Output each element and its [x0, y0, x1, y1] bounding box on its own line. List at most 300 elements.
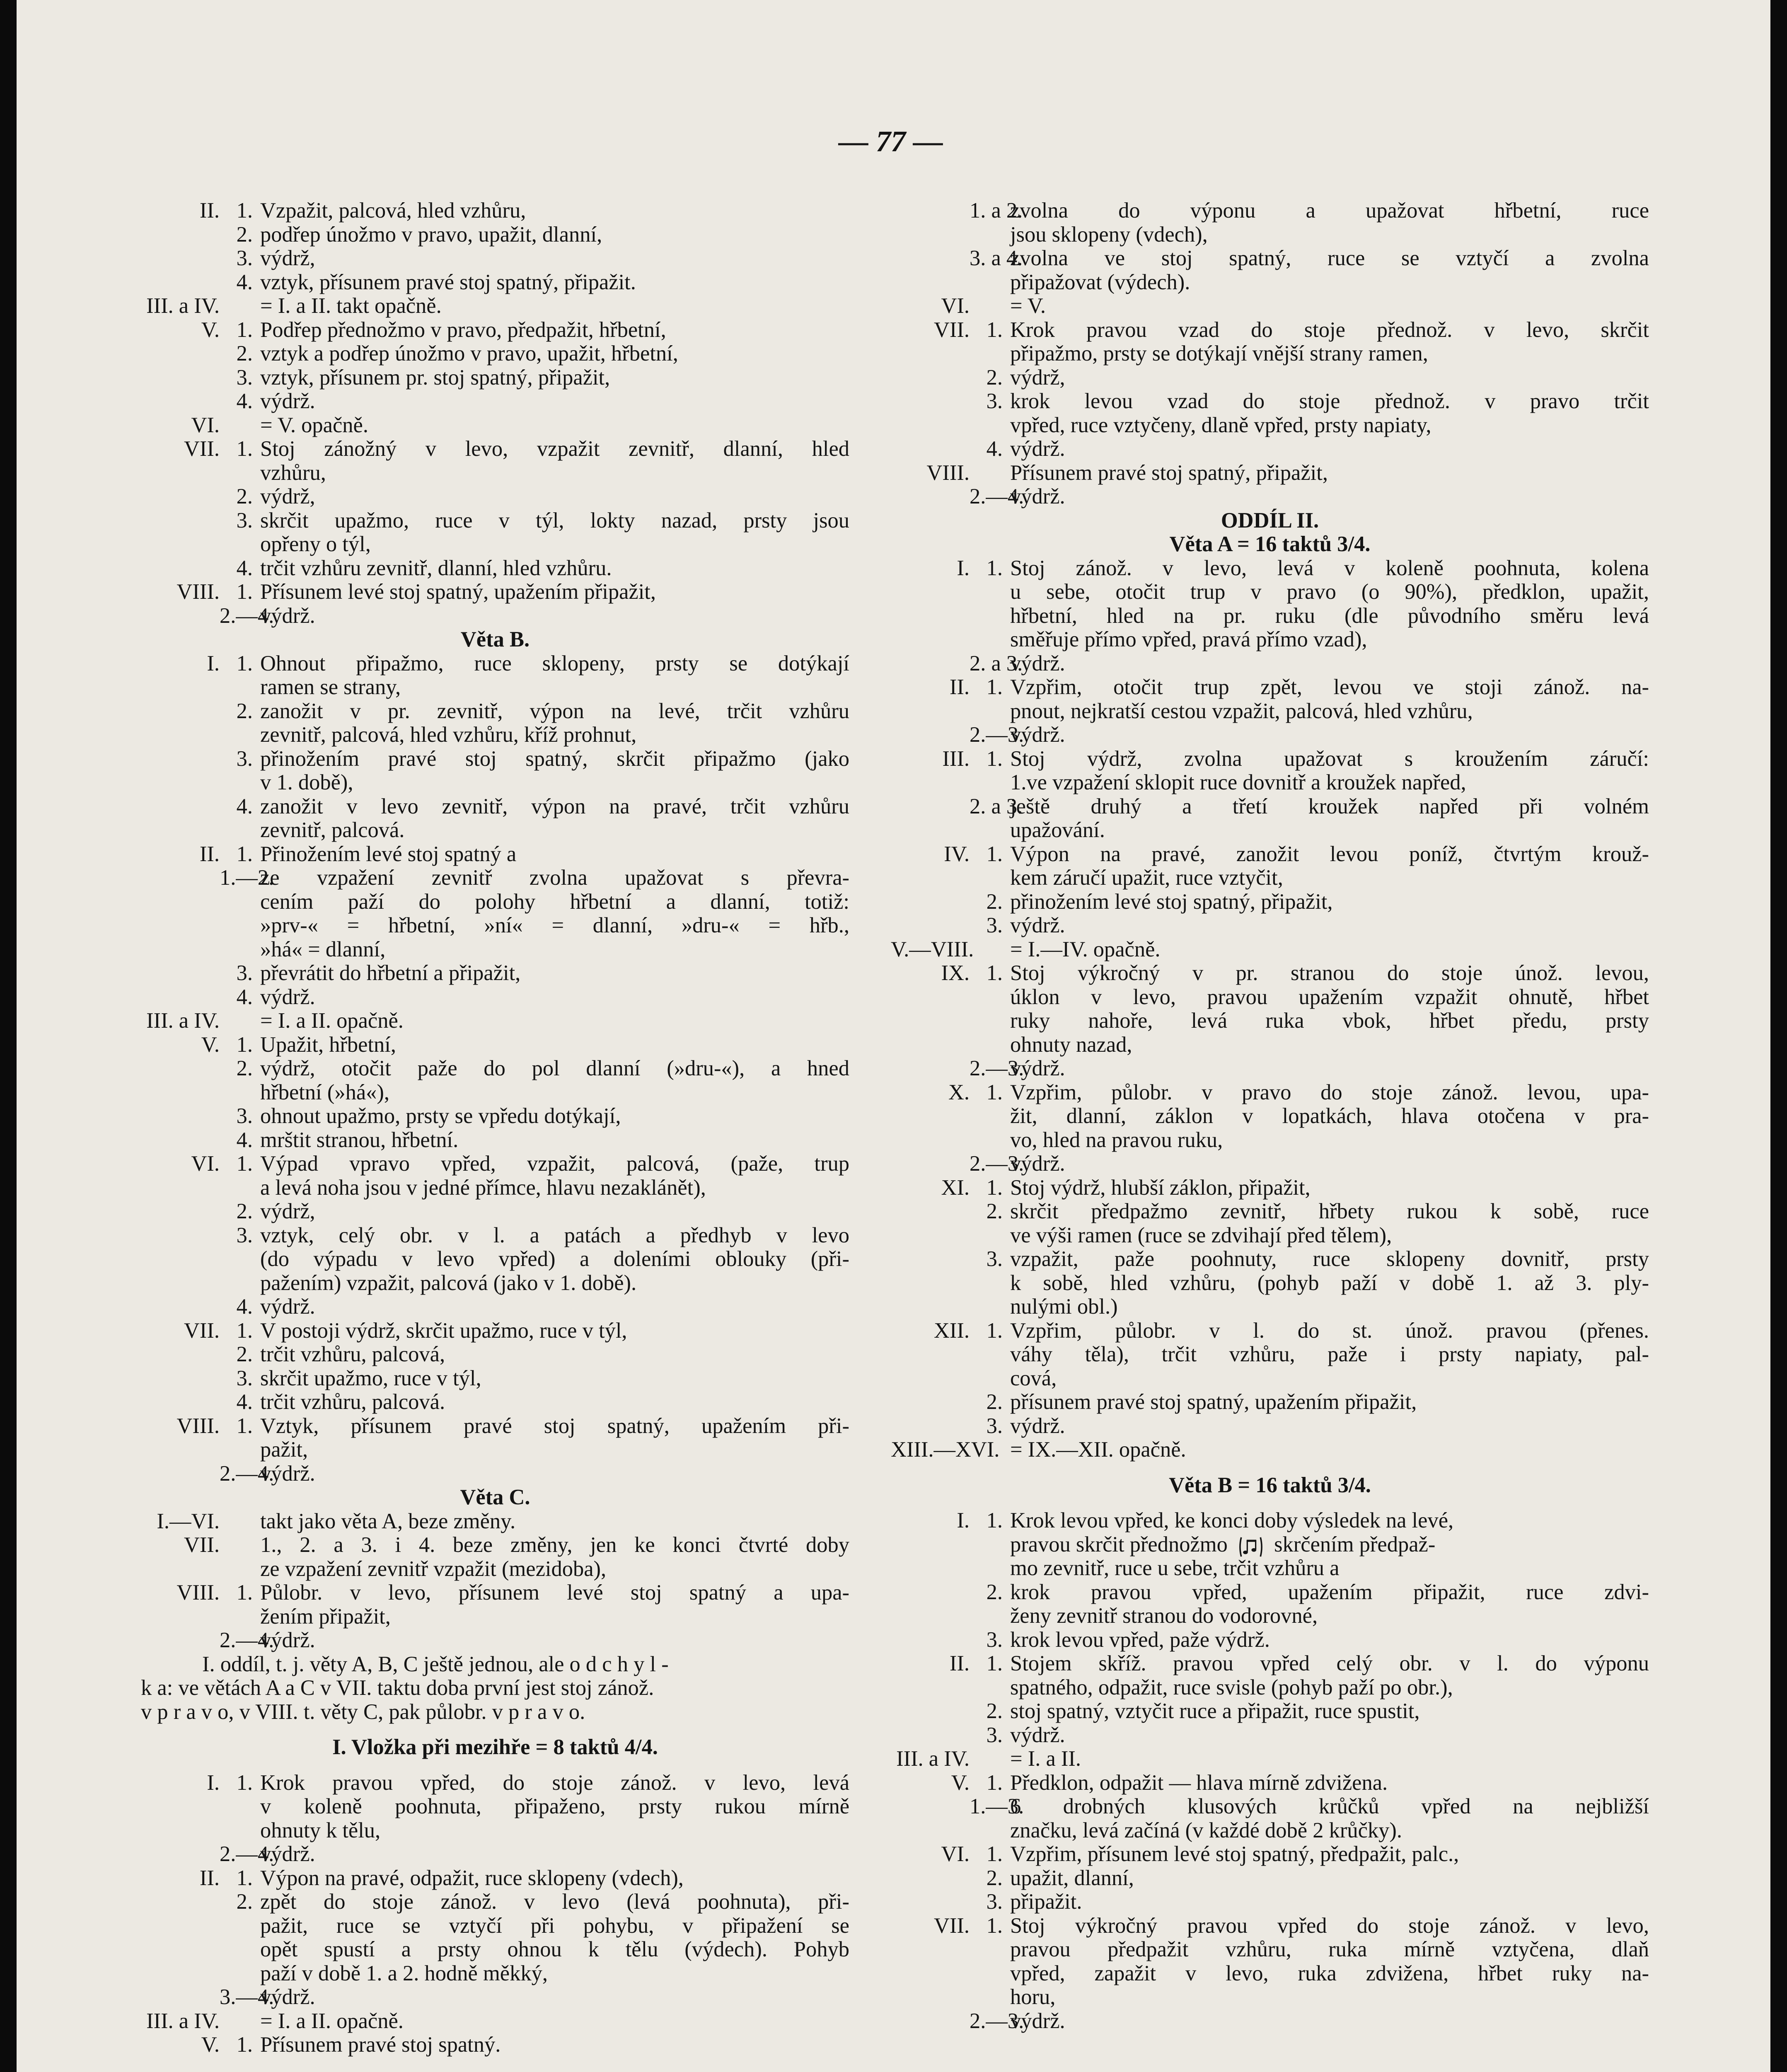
note-line: v p r a v o, v VIII. t. věty C, pak půlobr. v p r a v o. — [141, 1699, 585, 1724]
count-number: 3. — [986, 913, 1003, 937]
line-text: Vzpřim, půlobr. v l. do st. únož. pravou (přenes. — [1010, 1318, 1649, 1343]
line-text: Výpad vpravo vpřed, vzpažit, palcová, (paže, trup — [260, 1152, 849, 1176]
line-text: vzhůru, — [260, 460, 326, 485]
count-number — [970, 604, 1003, 628]
count-number — [970, 223, 1003, 247]
count-number: 1. — [236, 2033, 253, 2057]
measure-number — [141, 271, 220, 295]
count-number — [970, 1224, 1003, 1248]
line-text: krok levou vpřed, paže výdrž. — [1010, 1627, 1270, 1652]
line-text: hřbetní, hled na pr. ruku (dle původního směru levá — [1010, 603, 1649, 628]
line-text: Stoj výkročný v pr. stranou do stoje únož. levou, — [1010, 961, 1649, 985]
count-number: 1. — [986, 961, 1003, 985]
count-number: 2.—4. — [220, 1842, 274, 1866]
count-number — [970, 1295, 1003, 1319]
text-line — [891, 723, 1649, 747]
text-line — [141, 271, 849, 295]
measure-number — [891, 723, 970, 747]
left-column — [141, 199, 849, 2057]
line-text: vpřed, zapažit v levo, ruka zdvižena, hřbet ruky na- — [1010, 1961, 1649, 1985]
text-line — [891, 1438, 1649, 1462]
text-line — [141, 675, 849, 700]
line-text: Stojem skříž. pravou vpřed celý obr. v l. do výponu — [1010, 1651, 1649, 1675]
measure-number: XII. — [933, 1318, 970, 1343]
count-number: 2.—4. — [220, 603, 274, 628]
line-text: vztyk, přísunem pravé stoj spatný, připažit. — [260, 270, 636, 294]
measure-number — [891, 366, 970, 390]
line-text: Ohnout připažmo, ruce sklopeny, prsty se dotýkají — [260, 651, 849, 675]
count-number: 1. — [236, 1152, 253, 1176]
text-line — [891, 318, 1649, 342]
line-text: ještě druhý a třetí kroužek napřed při volném — [1010, 794, 1649, 818]
count-number — [220, 1176, 253, 1200]
count-number: 1. — [986, 1318, 1003, 1343]
measure-number — [891, 818, 970, 842]
count-number: 1. — [986, 1080, 1003, 1104]
text-line — [141, 1271, 849, 1295]
line-text: Vzpřim, půlobr. v pravo do stoje zánož. levou, upa- — [1010, 1080, 1649, 1104]
count-number — [970, 700, 1003, 724]
count-number: 2. — [236, 1890, 253, 1914]
count-number: 4. — [236, 270, 253, 294]
text-line — [891, 1819, 1649, 1843]
measure-number — [891, 1033, 970, 1057]
measure-number — [891, 771, 970, 795]
count-number: 4. — [236, 794, 253, 818]
line-text: spatného, odpažit, ruce svisle (pohyb paží po obr.), — [1010, 1675, 1453, 1699]
count-number: 1. — [236, 1318, 253, 1343]
text-line — [891, 223, 1649, 247]
line-text: výdrž. — [1010, 484, 1065, 508]
count-number — [220, 1938, 253, 1962]
text-line — [141, 818, 849, 842]
line-text: = I. a II. opačně. — [260, 1009, 404, 1033]
measure-number: III. a IV. — [896, 1747, 970, 1771]
measure-number — [891, 342, 970, 366]
measure-number — [141, 1390, 220, 1414]
measure-number — [891, 1414, 970, 1438]
count-number: 4. — [236, 556, 253, 580]
line-text: Stoj zánožný v levo, vzpažit zevnitř, dlanní, hled — [260, 437, 849, 461]
text-line — [141, 652, 849, 676]
text-line — [891, 271, 1649, 295]
line-text: cením paží do polohy hřbetní a dlanní, totiž: — [260, 889, 849, 914]
measure-number — [891, 1723, 970, 1748]
line-text: jsou sklopeny (vdech), — [1010, 222, 1208, 247]
line-text: vzpažit, paže poohnuty, ruce sklopeny dovnitř, prsty — [1010, 1247, 1649, 1271]
line-text: stoj spatný, vztyčit ruce a připažit, ruce spustit, — [1010, 1699, 1420, 1723]
text-line — [891, 414, 1649, 438]
text-line — [141, 199, 849, 223]
text-line — [891, 985, 1649, 1009]
count-number — [970, 1009, 1003, 1033]
count-number — [970, 1604, 1003, 1628]
measure-number — [891, 271, 970, 295]
count-number — [970, 1938, 1003, 1962]
measure-number — [891, 1057, 970, 1081]
text-line — [891, 1628, 1649, 1652]
count-number — [970, 938, 1003, 962]
heading-veta-b-16: Věta B = 16 taktů 3/4. — [1169, 1473, 1371, 1497]
measure-number: II. — [199, 1866, 220, 1890]
count-number: 2.—4. — [220, 1628, 274, 1652]
text-line — [141, 247, 849, 271]
text-line — [141, 1629, 849, 1653]
line-text: žit, dlanní, záklon v lopatkách, hlava otočena v pra- — [1010, 1104, 1649, 1128]
text-line — [891, 1795, 1649, 1819]
count-number — [220, 1533, 253, 1557]
count-number — [220, 1914, 253, 1938]
line-text: = V. opačně. — [260, 413, 368, 437]
text-line — [141, 1343, 849, 1367]
line-text: váhy těla), trčit vzhůru, paže i prsty napiaty, pal- — [1010, 1342, 1649, 1366]
line-text: výdrž. — [260, 1628, 315, 1652]
text-line — [891, 1057, 1649, 1081]
text-line — [891, 247, 1649, 271]
measure-number — [891, 580, 970, 604]
line-text: výdrž. — [260, 389, 315, 413]
line-text: Výpon na pravé, zanožit levou poníž, čtvrtým krouž- — [1010, 842, 1649, 866]
line-text: k sobě, hled vzhůru, (pohyb paží v době 1. až 3. ply- — [1010, 1271, 1649, 1295]
count-number: 3. — [236, 508, 253, 533]
line-text: výdrž. — [1010, 1152, 1065, 1176]
line-text: skrčením předpaž- — [1274, 1532, 1436, 1556]
measure-number — [141, 366, 220, 390]
line-text: vztyk a podřep únožmo v pravo, upažit, hřbetní, — [260, 341, 678, 366]
text-line — [891, 1367, 1649, 1391]
count-number: 1. — [986, 317, 1003, 342]
line-text: podřep únožmo v pravo, upažit, dlanní, — [260, 222, 602, 247]
text-line — [141, 985, 849, 1009]
left-block-1 — [141, 199, 849, 628]
measure-number: IV. — [944, 842, 970, 866]
line-text: Vztyk, přísunem pravé stoj spatný, upažením při- — [260, 1414, 849, 1438]
measure-number — [891, 1676, 970, 1700]
line-text: výdrž, — [260, 484, 315, 508]
line-text: výdrž. — [1010, 723, 1065, 747]
line-text: Krok levou vpřed, ke konci doby výsledek na levé, — [1010, 1508, 1454, 1532]
count-number: 1. — [236, 317, 253, 342]
text-line — [891, 675, 1649, 700]
line-text: Půlobr. v levo, přísunem levé stoj spatný a upa- — [260, 1581, 849, 1605]
text-line — [891, 366, 1649, 390]
count-number: 3. — [986, 1627, 1003, 1652]
text-line — [141, 485, 849, 509]
measure-number — [891, 1343, 970, 1367]
measure-number — [891, 2009, 970, 2033]
count-number — [220, 1605, 253, 1629]
count-number — [220, 1438, 253, 1462]
count-number: 1. — [986, 1770, 1003, 1795]
line-text: Upažit, hřbetní, — [260, 1032, 397, 1057]
count-number: 1. — [986, 1842, 1003, 1866]
measure-number — [141, 1247, 220, 1271]
line-text: Krok pravou vzad do stoje přednož. v levo, skrčit — [1010, 317, 1649, 342]
measure-number — [891, 890, 970, 914]
line-text: připažit. — [1010, 1890, 1082, 1914]
count-number — [970, 1128, 1003, 1152]
line-text: cová, — [1010, 1366, 1057, 1390]
line-text: zanožit v pr. zevnitř, výpon na levé, trčit vzhůru — [260, 699, 849, 723]
measure-number — [141, 914, 220, 938]
measure-number: III. — [942, 746, 970, 771]
count-number: 1. — [236, 1581, 253, 1605]
text-line — [141, 795, 849, 819]
line-text: opřeny o týl, — [260, 532, 371, 556]
line-text: Předklon, odpažit — hlava mírně zdvižena. — [1010, 1770, 1388, 1795]
measure-number — [891, 437, 970, 461]
count-number: 1. — [986, 1175, 1003, 1200]
text-line — [891, 1414, 1649, 1438]
right-block-3b — [891, 1556, 1649, 2033]
count-number: 4. — [236, 1128, 253, 1152]
text-line — [891, 1771, 1649, 1795]
book-page — [17, 0, 1770, 2072]
page-number: — 77 — — [839, 125, 943, 158]
line-text: přinožením levé stoj spatný, připažit, — [1010, 889, 1333, 914]
count-number: 2. a 3. — [970, 651, 1023, 675]
measure-number — [891, 247, 970, 271]
line-text: výdrž. — [260, 985, 315, 1009]
line-text: ze vzpažení zevnitř zvolna upažovat s převra- — [260, 866, 849, 890]
measure-number — [891, 914, 970, 938]
text-line — [891, 1962, 1649, 1986]
measure-number — [141, 747, 220, 771]
measure-number: I. — [207, 651, 220, 675]
text-line — [891, 1890, 1649, 1914]
count-number: 2. — [236, 222, 253, 247]
heading-vlozka: I. Vložka při mezihře = 8 taktů 4/4. — [332, 1735, 658, 1759]
count-number: 1. — [986, 746, 1003, 771]
count-number — [970, 342, 1003, 366]
measure-number: VII. — [933, 1913, 970, 1938]
count-number: 4. — [986, 437, 1003, 461]
line-text: hřbetní (»há«), — [260, 1080, 389, 1104]
line-text: trčit vzhůru, palcová, — [260, 1342, 445, 1366]
measure-number — [141, 700, 220, 724]
measure-number — [891, 1295, 970, 1319]
measure-number — [141, 1367, 220, 1391]
text-line — [891, 1914, 1649, 1938]
line-text: paží v době 1. a 2. hodně měkký, — [260, 1961, 548, 1985]
line-text: kem záručí upažit, ruce vztyčit, — [1010, 866, 1283, 890]
count-number — [970, 771, 1003, 795]
text-line — [141, 1176, 849, 1200]
count-number — [220, 890, 253, 914]
text-line — [891, 604, 1649, 628]
count-number — [220, 1795, 253, 1819]
count-number — [220, 461, 253, 485]
measure-number — [891, 1628, 970, 1652]
text-line — [141, 1510, 849, 1534]
text-line — [891, 938, 1649, 962]
count-number — [970, 866, 1003, 890]
measure-number — [141, 1914, 220, 1938]
measure-number — [891, 1890, 970, 1914]
line-text: zevnitř, palcová, hled vzhůru, kříž prohnut, — [260, 723, 637, 747]
text-line — [141, 771, 849, 795]
measure-number — [141, 342, 220, 366]
text-line — [141, 604, 849, 628]
count-number — [970, 818, 1003, 842]
text-line — [891, 1556, 1649, 1581]
text-line — [891, 1200, 1649, 1224]
text-line — [141, 1819, 849, 1843]
text-line — [891, 747, 1649, 771]
text-line — [141, 2009, 849, 2033]
count-number: 1. — [986, 556, 1003, 580]
text-line — [141, 1104, 849, 1128]
count-number: 1. — [986, 842, 1003, 866]
count-number: 2. — [986, 1199, 1003, 1223]
measure-number — [141, 604, 220, 628]
line-text: Přísunem pravé stoj spatný. — [260, 2033, 501, 2057]
text-line — [891, 342, 1649, 366]
measure-number: V. — [201, 1032, 220, 1057]
text-line — [141, 1462, 849, 1486]
measure-number — [141, 485, 220, 509]
line-text: ramen se strany, — [260, 675, 401, 699]
measure-number — [141, 1938, 220, 1962]
count-number — [220, 1510, 253, 1534]
measure-number — [141, 985, 220, 1009]
measure-number: XI. — [941, 1175, 970, 1200]
heading-veta-c: Věta C. — [460, 1485, 530, 1509]
text-line — [891, 628, 1649, 652]
note-line: I. oddíl, t. j. věty A, B, C ještě jednou, ale o d c h y l - — [202, 1652, 669, 1676]
count-number: 4. — [236, 1295, 253, 1319]
measure-number — [141, 1557, 220, 1581]
measure-number — [891, 1104, 970, 1128]
measure-number — [891, 414, 970, 438]
measure-number — [891, 1367, 970, 1391]
text-line-with-note — [891, 1533, 1649, 1557]
measure-number: VI. — [191, 1152, 220, 1176]
text-line — [891, 580, 1649, 604]
measure-number — [891, 1985, 970, 2009]
line-text: skrčit upažmo, ruce v týl, lokty nazad, prsty jsou — [260, 508, 849, 533]
line-text: 1., 2. a 3. i 4. beze změny, jen ke konci čtvrté doby — [260, 1533, 849, 1557]
measure-number — [141, 938, 220, 962]
text-line — [141, 1367, 849, 1391]
count-number: 1. — [236, 580, 253, 604]
measure-number — [141, 1128, 220, 1152]
count-number: 2. — [236, 699, 253, 723]
count-number — [220, 294, 253, 318]
count-number — [970, 1747, 1003, 1771]
line-text: = V. — [1010, 294, 1046, 318]
count-number: 3. — [236, 1223, 253, 1247]
count-number: 3. — [236, 1104, 253, 1128]
measure-number — [891, 223, 970, 247]
measure-number — [891, 1224, 970, 1248]
line-text: takt jako věta A, beze změny. — [260, 1509, 516, 1533]
line-text: upažování. — [1010, 818, 1105, 842]
text-line — [891, 1224, 1649, 1248]
measure-number — [891, 1271, 970, 1295]
measure-number — [891, 628, 970, 652]
count-number: 1. — [986, 1508, 1003, 1532]
text-line — [141, 1890, 849, 1914]
measure-number — [141, 818, 220, 842]
count-number: 2. — [986, 365, 1003, 390]
count-number: 2. — [236, 1199, 253, 1223]
count-number — [970, 628, 1003, 652]
count-number — [970, 1271, 1003, 1295]
count-number — [970, 1033, 1003, 1057]
text-line — [891, 1081, 1649, 1105]
text-line — [891, 1176, 1649, 1200]
text-line — [141, 1128, 849, 1152]
measure-number: I. — [957, 1508, 970, 1532]
count-number: 3. — [236, 246, 253, 270]
line-text: ohnuty nazad, — [1010, 1032, 1132, 1057]
line-text: pažit, — [260, 1438, 308, 1462]
count-number: 4. — [236, 985, 253, 1009]
line-text: ze vzpažení zevnitř vzpažit (mezidoba), — [260, 1556, 607, 1581]
text-line — [141, 842, 849, 867]
count-number: 2. — [236, 1342, 253, 1366]
text-line — [891, 961, 1649, 985]
line-text: úklon v levo, pravou upažením vzpažit ohnutě, hřbet — [1010, 985, 1649, 1009]
line-text: výdrž, — [1010, 365, 1065, 390]
count-number: 3. — [986, 1723, 1003, 1747]
text-line — [891, 700, 1649, 724]
count-number: 2. — [986, 1390, 1003, 1414]
measure-number: VI. — [941, 1842, 970, 1866]
line-text: směřuje přímo vpřed, pravá přímo vzad), — [1010, 627, 1367, 651]
line-text: zvolna ve stoj spatný, ruce se vztyčí a zvolna — [1010, 246, 1649, 270]
count-number — [220, 1271, 253, 1295]
text-line — [141, 390, 849, 414]
left-block-4 — [141, 1771, 849, 2057]
count-number: 3. — [986, 1414, 1003, 1438]
text-line — [141, 1081, 849, 1105]
measure-number — [891, 1699, 970, 1723]
text-line — [141, 1319, 849, 1343]
measure-number — [141, 771, 220, 795]
line-text: výdrž. — [1010, 1056, 1065, 1080]
text-line — [891, 1985, 1649, 2009]
count-number: 1. a 2. — [970, 198, 1023, 223]
text-line — [141, 1438, 849, 1462]
text-line — [141, 723, 849, 747]
line-text: nulými obl.) — [1010, 1295, 1118, 1319]
line-text: pravou předpažit vzhůru, ruka mírně vztyčena, dlaň — [1010, 1937, 1649, 1961]
measure-number — [891, 199, 970, 223]
line-text: mo zevnitř, ruce u sebe, trčit vzhůru a — [1010, 1556, 1340, 1580]
measure-number — [141, 1176, 220, 1200]
text-line — [891, 485, 1649, 509]
line-text: pažením) vzpažit, palcová (jako v 1. době). — [260, 1271, 637, 1295]
count-number: 4. — [236, 1390, 253, 1414]
measure-number: VIII. — [177, 1414, 220, 1438]
text-line — [891, 1009, 1649, 1033]
line-text: trčit vzhůru, palcová. — [260, 1390, 445, 1414]
count-number: 1. — [236, 437, 253, 461]
count-number: 3. a 4. — [970, 246, 1023, 270]
heading-veta-a-16: Věta A = 16 taktů 3/4. — [1169, 532, 1371, 556]
measure-number — [141, 1271, 220, 1295]
count-number: 1. — [236, 651, 253, 675]
line-text: Krok pravou vpřed, do stoje zánož. v levo, levá — [260, 1770, 849, 1795]
text-line — [891, 1390, 1649, 1414]
text-line — [141, 461, 849, 485]
text-line — [891, 1247, 1649, 1271]
line-text: výdrž, otočit paže do pol dlanní (»dru-«), a hned — [260, 1056, 849, 1080]
count-number: 2. — [986, 1580, 1003, 1604]
line-text: = IX.—XII. opačně. — [1010, 1438, 1186, 1462]
